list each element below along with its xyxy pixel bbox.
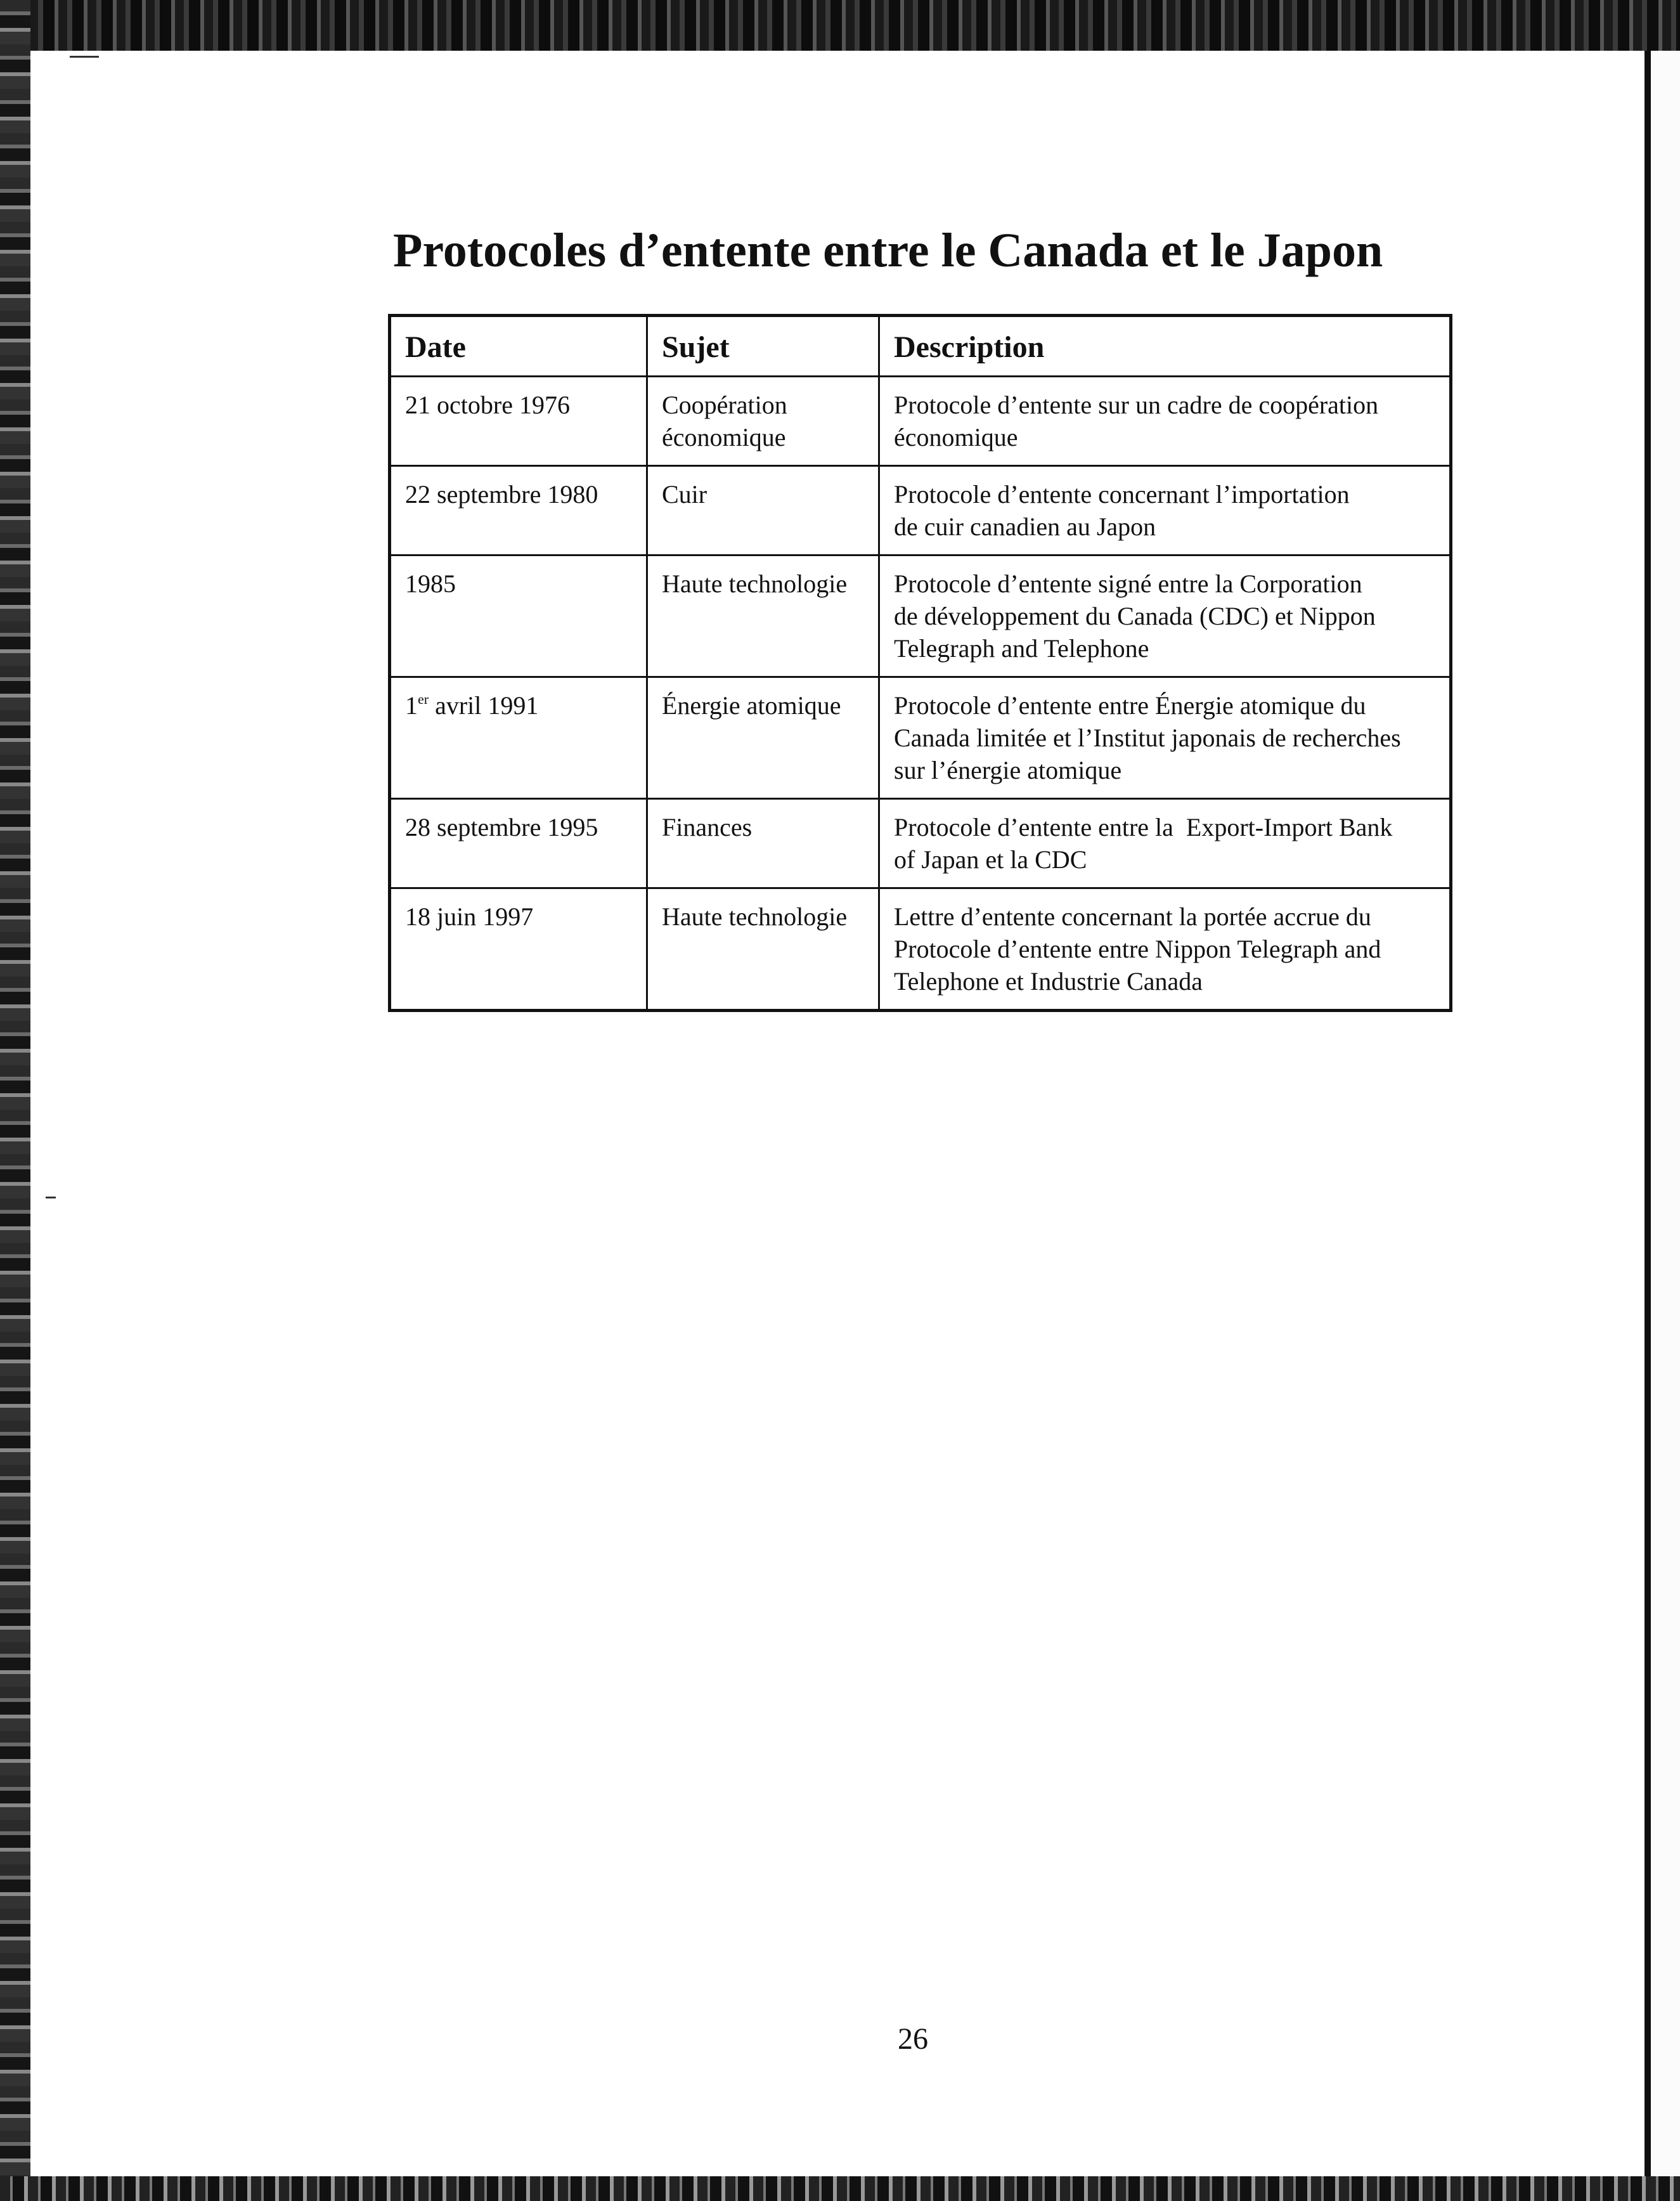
cell-date bbox=[390, 377, 647, 466]
sujet-line: Coopération bbox=[662, 391, 787, 419]
cell-description bbox=[879, 888, 1451, 1011]
description-line: sur l’énergie atomique bbox=[894, 756, 1122, 784]
cell-description bbox=[879, 677, 1451, 799]
cell-description bbox=[879, 555, 1451, 677]
date-ordinal-suffix: er bbox=[418, 691, 429, 707]
description-line: Telephone et Industrie Canada bbox=[894, 967, 1203, 996]
description-line: de développement du Canada (CDC) et Nippon bbox=[894, 602, 1376, 630]
cell-date bbox=[390, 466, 647, 555]
sujet-line: Haute technologie bbox=[662, 569, 848, 598]
date-text: 1 bbox=[405, 691, 418, 720]
date-text: 28 septembre 1995 bbox=[405, 813, 598, 841]
sujet-line: économique bbox=[662, 423, 786, 451]
cell-date bbox=[390, 888, 647, 1011]
description-line: of Japan et la CDC bbox=[894, 845, 1087, 874]
date-text: 22 septembre 1980 bbox=[405, 480, 598, 509]
description-line: Lettre d’entente concernant la portée accrue du bbox=[894, 902, 1371, 931]
description-line: Protocole d’entente signé entre la Corporation bbox=[894, 569, 1362, 598]
memorandum-table bbox=[388, 314, 1452, 1012]
column-header-description: Description bbox=[879, 316, 1451, 377]
sujet-line: Cuir bbox=[662, 480, 708, 509]
table-row bbox=[390, 377, 1451, 466]
date-text-rest: avril 1991 bbox=[429, 691, 539, 720]
description-line: Protocole d’entente concernant l’importation bbox=[894, 480, 1350, 509]
description-line: Protocole d’entente entre la Export-Import Bank bbox=[894, 813, 1393, 841]
scan-margin-right bbox=[1651, 51, 1680, 2176]
cell-sujet bbox=[647, 799, 879, 888]
scan-edge-left bbox=[0, 0, 30, 2201]
scan-edge-bottom bbox=[0, 2176, 1680, 2201]
description-line: économique bbox=[894, 423, 1018, 451]
description-line: Protocole d’entente entre Énergie atomique du bbox=[894, 691, 1366, 720]
cell-sujet bbox=[647, 555, 879, 677]
description-line: Protocole d’entente entre Nippon Telegraph and bbox=[894, 935, 1381, 963]
date-text: 21 octobre 1976 bbox=[405, 391, 570, 419]
cell-description bbox=[879, 466, 1451, 555]
table-row bbox=[390, 677, 1451, 799]
scan-mark bbox=[70, 56, 99, 58]
scan-edge-top bbox=[0, 0, 1680, 51]
column-header-date: Date bbox=[390, 316, 647, 377]
cell-date bbox=[390, 799, 647, 888]
scan-edge-right bbox=[1644, 51, 1651, 2176]
date-text: 18 juin 1997 bbox=[405, 902, 534, 931]
cell-date bbox=[390, 555, 647, 677]
column-header-sujet: Sujet bbox=[647, 316, 879, 377]
page-title: Protocoles d’entente entre le Canada et le Japon bbox=[393, 224, 1383, 277]
description-line: Canada limitée et l’Institut japonais de recherches bbox=[894, 724, 1401, 752]
cell-sujet bbox=[647, 677, 879, 799]
sujet-line: Finances bbox=[662, 813, 753, 841]
sujet-line: Haute technologie bbox=[662, 902, 848, 931]
cell-sujet bbox=[647, 466, 879, 555]
date-text: 1985 bbox=[405, 569, 456, 598]
table-row bbox=[390, 799, 1451, 888]
cell-date bbox=[390, 677, 647, 799]
cell-sujet bbox=[647, 377, 879, 466]
table-row bbox=[390, 466, 1451, 555]
table-row bbox=[390, 555, 1451, 677]
cell-description bbox=[879, 377, 1451, 466]
page-number: 26 bbox=[898, 2022, 928, 2056]
table-header-row bbox=[390, 316, 1451, 377]
description-line: Telegraph and Telephone bbox=[894, 634, 1149, 663]
sujet-line: Énergie atomique bbox=[662, 691, 841, 720]
description-line: Protocole d’entente sur un cadre de coopération bbox=[894, 391, 1379, 419]
table-row bbox=[390, 888, 1451, 1011]
cell-sujet bbox=[647, 888, 879, 1011]
scan-mark bbox=[46, 1197, 56, 1198]
description-line: de cuir canadien au Japon bbox=[894, 512, 1156, 541]
cell-description bbox=[879, 799, 1451, 888]
